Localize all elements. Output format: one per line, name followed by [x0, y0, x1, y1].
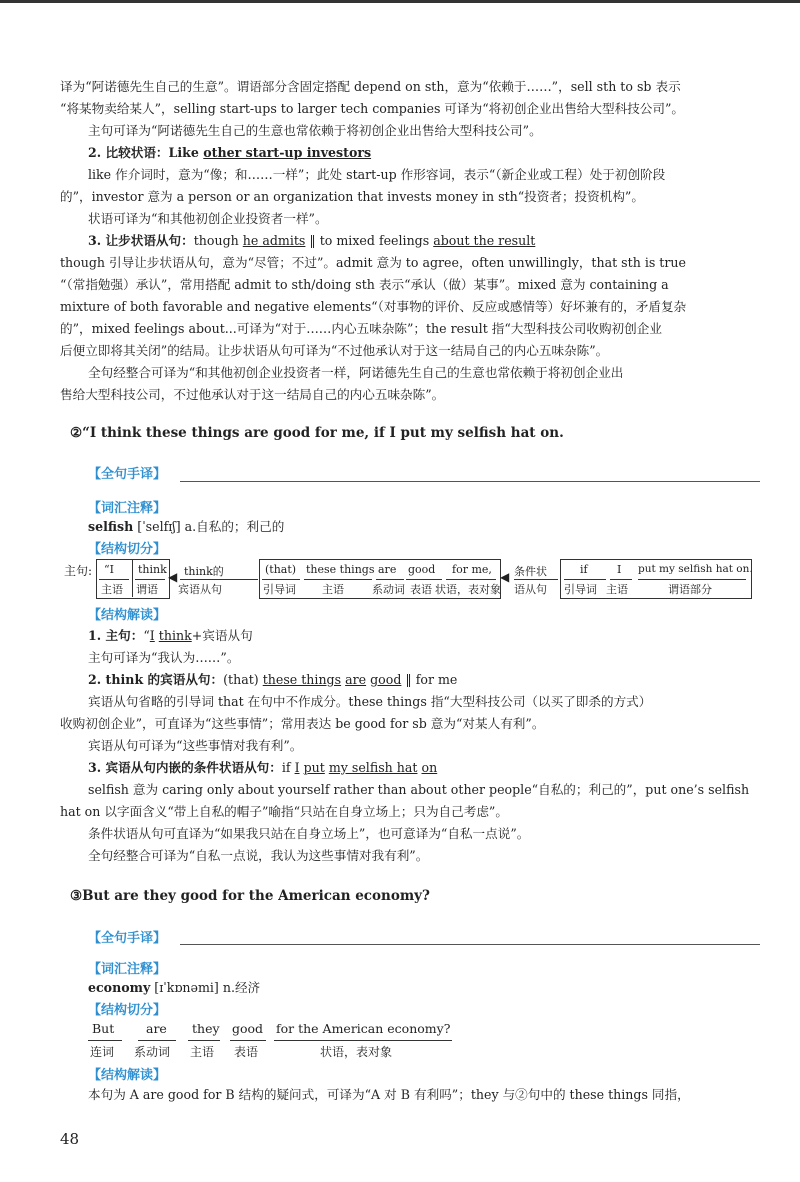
- heading-word: I: [149, 628, 155, 643]
- text-line: 的”，mixed feelings about...可译为“对于……内心五味杂陈”；the result 指“大型科技公司收购初创企业: [60, 321, 662, 336]
- heading-word: if: [281, 760, 295, 775]
- heading-word: he: [242, 233, 259, 248]
- heading-word: put: [303, 760, 325, 775]
- diagram-word: good: [408, 563, 436, 576]
- text-line: hat on 以字面含义“带上自私的帽子”喻指“只站在自身立场上；只为自己考虑”。: [60, 804, 508, 819]
- diagram-word: think的: [184, 565, 224, 578]
- split-word: But: [92, 1021, 115, 1036]
- diagram-underline: [99, 579, 129, 580]
- heading-comparative: [88, 142, 788, 163]
- diagram-role: 系动词: [372, 583, 405, 596]
- split-role: 状语，表对象: [320, 1045, 393, 1059]
- split-underline: [88, 1040, 122, 1041]
- analysis-heading: [88, 669, 788, 690]
- tag-structure: 【结构切分】: [88, 542, 167, 557]
- diagram-word: put my selfish hat on.: [638, 563, 753, 575]
- text-line: “将某物卖给某人”，selling start-ups to larger tech companies 可译为“将初创企业出售给大型科技公司”。: [60, 101, 684, 116]
- text-line: 全句经整合可译为“和其他初创企业投资者一样，阿诺德先生自己的生意也常依赖于将初创企业出: [88, 365, 624, 380]
- diagram-underline: [638, 579, 746, 580]
- diagram-divider: [132, 559, 133, 597]
- text-line: 状语可译为“和其他初创企业投资者一样”。: [88, 211, 328, 226]
- heading-word: though: [193, 233, 243, 248]
- heading-word: these things: [262, 672, 342, 687]
- diagram-underline: [514, 579, 558, 580]
- split-role: 表语: [234, 1045, 259, 1059]
- text-line: mixture of both favorable and negative elements“（对事物的评价、反应或感情等）好坏兼有的，矛盾复杂: [60, 299, 687, 314]
- diagram-role: 谓语: [136, 583, 158, 596]
- tag-analysis: 【结构解读】: [88, 1068, 167, 1083]
- diagram-word: “I: [104, 563, 114, 576]
- sentence-2-title: ②“I think these things are good for me, if I put my selfish hat on.: [70, 425, 564, 441]
- translation-answer-line[interactable]: [180, 944, 760, 945]
- split-role: 主语: [190, 1045, 215, 1059]
- diagram-word: for me,: [452, 563, 492, 576]
- tag-vocab: 【词汇注释】: [88, 962, 167, 977]
- diagram-role: 表语: [410, 583, 432, 596]
- heading-label: 2. think 的宾语从句：: [88, 672, 224, 687]
- analysis-heading: [88, 625, 788, 646]
- diagram-word: think: [138, 563, 167, 576]
- diagram-role: 主语: [101, 583, 123, 596]
- split-role: 连词: [90, 1045, 115, 1059]
- text-line: 条件状语从句可直译为“如果我只站在自身立场上”，也可意译为“自私一点说”。: [88, 826, 530, 841]
- sentence-3-title: ③But are they good for the American economy?: [70, 888, 430, 904]
- text-line: “（常指勉强）承认”，常用搭配 admit to sth/doing sth 表示“承认（做）某事”。mixed 意为 containing a: [60, 277, 669, 292]
- diagram-role: 引导词: [263, 583, 296, 596]
- text-line: 宾语从句省略的引导词 that 在句中不作成分。these things 指“大型科技公司（以买了即杀的方式）: [88, 694, 652, 709]
- text-line: 主句可译为“我认为……”。: [88, 650, 240, 665]
- text-line: 全句经整合可译为“自私一点说，我认为这些事情对我有利”。: [88, 848, 429, 863]
- heading-word: about the result: [433, 233, 536, 248]
- diagram-underline: [180, 579, 258, 580]
- split-role: 系动词: [134, 1045, 171, 1059]
- split-underline: [230, 1040, 266, 1041]
- vocab-definition: [ɪˈkɒnəmi] n.经济: [150, 980, 261, 995]
- diagram-underline: [262, 579, 300, 580]
- analysis-heading: [88, 757, 788, 778]
- heading-word: ‖ for me: [401, 672, 458, 687]
- diagram-word: I: [617, 563, 622, 576]
- text-line: 的”，investor 意为 a person or an organization that invests money in sth“投资者；投资机构”。: [60, 189, 644, 204]
- text-line: 本句为 A are good for B 结构的疑问式，可译为“A 对 B 有利吗”；they 与②句中的 these things 同指，: [88, 1087, 690, 1102]
- heading-word: think: [158, 628, 192, 643]
- vocab-definition: [ˈselfɪʃ] a.自私的；利己的: [133, 519, 285, 534]
- diagram-underline: [564, 579, 606, 580]
- diagram-role: 语从句: [514, 583, 547, 596]
- vocab-word: economy: [88, 980, 151, 995]
- arrow-left-icon: ◀: [168, 570, 178, 584]
- tag-translate: 【全句手译】: [88, 467, 167, 482]
- text-line: like 作介词时，意为“像；和……一样”；此处 start-up 作形容词，表示“（新企业或工程）处于初创阶段: [88, 167, 666, 182]
- page-number: 48: [60, 1130, 80, 1148]
- vocab-entry: [88, 516, 788, 537]
- vocab-word: selfish: [88, 519, 134, 534]
- split-word: good: [232, 1021, 264, 1036]
- text-line: 译为“阿诺德先生自己的生意”。谓语部分含固定搭配 depend on sth，意为“依赖于……”，sell sth to sb 表示: [60, 79, 681, 94]
- tag-translate: 【全句手译】: [88, 931, 167, 946]
- diagram-underline: [304, 579, 372, 580]
- heading-word: my selfish hat: [328, 760, 418, 775]
- translation-answer-line[interactable]: [180, 481, 760, 482]
- heading-label: 3. 让步状语从句：: [88, 233, 194, 248]
- heading-word: +宾语从句: [191, 628, 253, 643]
- text-line: though 引导让步状语从句，意为“尽管；不过”。admit 意为 to agree，often unwillingly，that sth is true: [60, 255, 686, 270]
- text-line: 售给大型科技公司，不过他承认对于这一结局自己的内心五味杂陈”。: [60, 387, 445, 402]
- tag-structure: 【结构切分】: [88, 1003, 167, 1018]
- diagram-underline: [406, 579, 442, 580]
- vocab-entry: [88, 977, 788, 998]
- heading-word: ‖ to mixed feelings: [305, 233, 434, 248]
- diagram-role: 谓语部分: [668, 583, 712, 596]
- diagram-underline: [446, 579, 496, 580]
- diagram-underline: [610, 579, 632, 580]
- diagram-word: if: [580, 563, 588, 576]
- text-line: 主句可译为“阿诺德先生自己的生意也常依赖于将初创企业出售给大型科技公司”。: [88, 123, 542, 138]
- heading-word: admits: [258, 233, 306, 248]
- diagram-role: 主语: [606, 583, 628, 596]
- diagram-role: 主语: [322, 583, 344, 596]
- diagram-role: 宾语从句: [178, 583, 222, 596]
- diagram-word: are: [378, 563, 397, 576]
- heading-word: “: [143, 628, 150, 643]
- heading-phrase: other start-up investors: [203, 145, 372, 160]
- text-line: 后便立即将其关闭”的结局。让步状语从句可译为“不过他承认对于这一结局自己的内心五味杂陈”。: [60, 343, 609, 358]
- diagram-word: these things: [306, 563, 375, 576]
- text-line: 收购初创企业”，可直译为“这些事情”；常用表达 be good for sb 意为“对某人有利”。: [60, 716, 545, 731]
- heading-word: I: [294, 760, 300, 775]
- tag-vocab: 【词汇注释】: [88, 501, 167, 516]
- diagram-role: 状语，表对象: [435, 583, 501, 596]
- heading-concessive: [88, 230, 788, 251]
- diagram-word: 条件状: [514, 565, 547, 578]
- heading-label: 3. 宾语从句内嵌的条件状语从句：: [88, 760, 282, 775]
- text-line: selfish 意为 caring only about yourself rather than about other people“自私的；利己的”，put one’s selfish: [88, 782, 750, 797]
- diagram-label: 主句:: [64, 564, 93, 578]
- top-rule: [0, 0, 800, 3]
- split-underline: [188, 1040, 220, 1041]
- split-underline: [138, 1040, 176, 1041]
- arrow-left-icon: ◀: [500, 570, 510, 584]
- split-word: are: [146, 1021, 167, 1036]
- diagram-word: (that): [265, 563, 297, 576]
- diagram-underline: [376, 579, 404, 580]
- tag-analysis: 【结构解读】: [88, 608, 167, 623]
- heading-label: 1. 主句：: [88, 628, 144, 643]
- diagram-role: 引导词: [564, 583, 597, 596]
- heading-word: are: [345, 672, 367, 687]
- heading-word: good: [370, 672, 402, 687]
- split-word: they: [192, 1021, 220, 1036]
- diagram-underline: [135, 579, 165, 580]
- heading-word: (that): [223, 672, 263, 687]
- split-word: for the American economy?: [276, 1021, 451, 1036]
- split-underline: [274, 1040, 452, 1041]
- heading-word: on: [421, 760, 438, 775]
- text-line: 宾语从句可译为“这些事情对我有利”。: [88, 738, 303, 753]
- heading-label: 2. 比较状语：Like: [88, 145, 204, 160]
